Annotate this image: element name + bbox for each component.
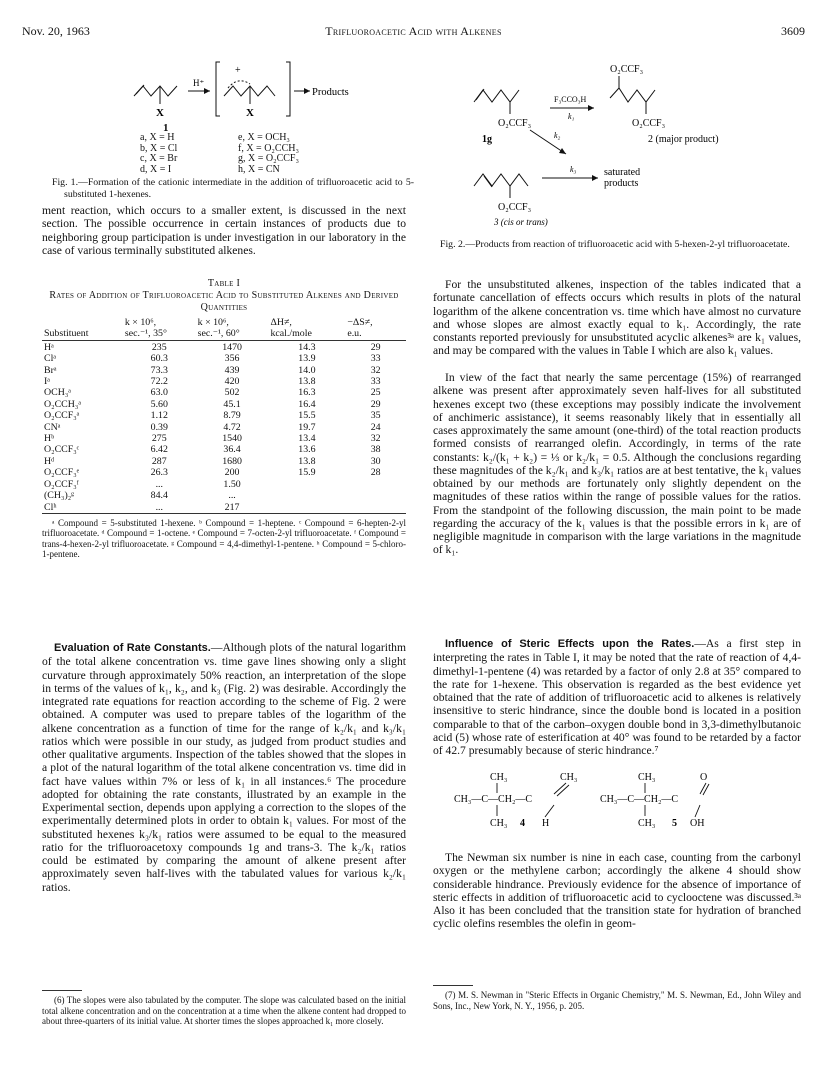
reagent-label: F₃CCO₃H <box>554 95 587 104</box>
struct4-bottom-ch3: CH₃ <box>490 818 508 829</box>
value-cell: ... <box>155 501 163 513</box>
substituent-d: d, X = I <box>140 163 172 175</box>
label-1g: 1g <box>482 134 492 145</box>
compound-1g-chain <box>474 89 519 114</box>
table-header-cell <box>42 317 123 328</box>
struct5-o: O <box>700 772 708 783</box>
value-cell: 200 <box>224 467 240 479</box>
evaluation-text: —Although plots of the natural logarithm of the total alkene concentration vs. time gave lines showing only a slight curvature through approximately 50% reaction, an interpretation of the slope in terms of the values of k₁, k₂, and k₃ (Fig. 2) was desirable. Accordingly the integrated rate equations for reaction according to the scheme of Fig. 2 were obtained. A computer was used to prepare tables of the logarithm of the alkene concentration as a function of time for the range of k₂/k₁ and k₃/k₁ ratios which were possible in our study, as judged from product studies and other qualitative arguments. Inspection of the tables showed that the slopes in a plot of the natural logarithm of the total alkene concentration vs. time did in fact have values within 7% or less of k₁ in all instances.⁶ The procedure adopted for obtaining the rate constants, illustrated by an example in the Experimental section, depends upon applying a correction to the slopes of the experimentally determined plots in order to obtain k₁ values. For most of the substituted hexenes k₃/k₁ ratios were assumed to be equal to the measured ratio for the trifluoroacetoxy compounds 1g and trans-3. The k₂/k₁ ratios could be estimated by comparing the amount of alkene present after approximately seven half-lives with the tabulated values for various k₂/k₁ ratios. <box>42 641 406 894</box>
substituent-list-left <box>140 133 177 175</box>
value-cell <box>268 502 345 514</box>
substituent-cell: O₂CCF₃ᵉ <box>44 467 80 479</box>
table-row <box>42 410 406 421</box>
compound-3-chain <box>474 174 528 198</box>
footnote-rule <box>42 990 82 991</box>
value-cell: 1470 <box>222 341 242 353</box>
table-row <box>42 502 406 514</box>
value-cell: ... <box>155 478 163 490</box>
h-plus-label: H⁺ <box>193 78 205 88</box>
products-label: Products <box>312 87 349 98</box>
footnote-rule-right <box>433 985 473 986</box>
value-cell: 16.4 <box>298 398 316 410</box>
value-cell: 33 <box>370 353 381 365</box>
substituent-cell: Brᵃ <box>44 364 57 376</box>
table-row <box>42 365 406 376</box>
table-row <box>42 444 406 455</box>
value-cell: 13.9 <box>298 353 316 365</box>
substituent-cell: O₂CCF₃ᵃ <box>44 410 80 422</box>
value-cell: ... <box>228 490 236 502</box>
o2ccf3-1g: O₂CCF₃ <box>498 118 532 129</box>
table-header-cell: e.u. <box>345 328 406 340</box>
struct5-number: 5 <box>672 818 677 829</box>
value-cell: 1.50 <box>223 478 241 490</box>
footnote-7: (7) M. S. Newman in "Steric Effects in Organic Chemistry," M. S. Newman, Ed., John Wiley and Sons, Inc., New York, N. Y., 1956, p. 205. <box>433 990 801 1011</box>
struct4-top-ch2: CH₃ <box>560 772 578 783</box>
x-label-cation: X <box>246 107 254 119</box>
value-cell: 26.3 <box>150 467 168 479</box>
substituent-c: c, X = Br <box>140 153 178 164</box>
value-cell: 14.3 <box>298 341 316 353</box>
steric-heading: Influence of Steric Effects upon the Rates. <box>445 638 695 650</box>
figure-2-caption: Fig. 2.—Products from reaction of trifluoroacetic acid with 5-hexen-2-yl trifluoroacetate. <box>440 239 790 250</box>
value-cell: 13.8 <box>298 376 316 388</box>
value-cell: 8.79 <box>223 410 241 422</box>
substituent-g: g, X = O₂CCF₃ <box>238 153 299 164</box>
value-cell: 29 <box>370 341 381 353</box>
table-row <box>42 353 406 364</box>
struct4-number: 4 <box>520 818 525 829</box>
evaluation-heading: Evaluation of Rate Constants. <box>54 642 211 654</box>
substituent-cell: Hᵇ <box>44 433 55 445</box>
value-cell: 25 <box>370 387 381 399</box>
value-cell: 217 <box>224 501 240 513</box>
table-header-cell: k × 10⁶, <box>124 317 157 328</box>
value-cell: 1.12 <box>150 410 168 422</box>
table-row <box>42 433 406 444</box>
value-cell: 4.72 <box>223 421 241 433</box>
struct4-main: CH₃—C—CH₂—C <box>454 794 533 805</box>
value-cell: 1680 <box>222 455 242 467</box>
value-cell: 73.3 <box>150 364 168 376</box>
struct5-oh: OH <box>690 818 705 829</box>
value-cell: 1540 <box>222 433 242 445</box>
value-cell: 63.0 <box>150 387 168 399</box>
table-row <box>42 490 406 501</box>
substituent-cell: O₂CCF₃ᶜ <box>44 444 80 456</box>
table-body <box>42 340 406 513</box>
table-header <box>42 317 406 340</box>
value-cell: 45.1 <box>223 398 241 410</box>
plus-sign: + <box>235 65 241 76</box>
value-cell: 38 <box>370 444 381 456</box>
compound-2-chain <box>610 76 655 114</box>
value-cell: 28 <box>370 467 381 479</box>
table-title: Rates of Addition of Trifluoroacetic Acid to Substituted Alkenes and Derived Quantities <box>49 290 399 313</box>
k3-label: k₃ <box>570 165 577 174</box>
table-header-cell: −ΔS≠, <box>347 317 373 328</box>
value-cell <box>268 479 345 490</box>
figure-1-scheme <box>130 58 390 120</box>
substituent-e: e, X = OCH₃ <box>238 132 290 143</box>
value-cell: 287 <box>151 455 167 467</box>
table-1-block <box>42 278 406 560</box>
struct5-main: CH₃—C—CH₂—C <box>600 794 679 805</box>
right-paragraph-3: The Newman six number is nine in each case, counting from the carbonyl oxygen or the methylene carbon; accordingly the alkene 4 should show considerable hindrance. Previously evidence for the absence of importance of steric effects in addition of trifluoroacetic acid to cyclooctene was discussed.³ᵃ Also it has been concluded that the transition state for hydration of branched cyclic olefins resembles the olefin in geom- <box>433 851 801 931</box>
value-cell: 30 <box>370 455 381 467</box>
value-cell <box>268 490 345 501</box>
value-cell <box>345 502 406 514</box>
o2ccf3-bottom: O₂CCF₃ <box>632 118 666 129</box>
saturated-label: saturated <box>604 167 641 178</box>
struct5-bottom-ch3: CH₃ <box>638 818 656 829</box>
value-cell: 60.3 <box>150 353 168 365</box>
substituent-cell: Clʰ <box>44 501 57 513</box>
table-row <box>42 456 406 467</box>
page-number: 3609 <box>781 24 805 38</box>
table-header-cell: sec.⁻¹, 35° <box>123 328 196 340</box>
figure-2-scheme <box>470 58 800 228</box>
table-label: Table I <box>207 278 241 289</box>
table-header-cell: ΔH≠, <box>270 317 292 328</box>
substituent-b: b, X = Cl <box>140 142 178 154</box>
right-paragraph-2: In view of the fact that nearly the same percentage (15%) of rearranged alkene was present after approximately seven half-lives for all substituted hexenes except two (these exceptions may possibly indicate the involvement of anchimeric assistance), it seems reasonably likely that in essentially all cases approximately the same amount (one-third) of the total reaction products formed consists of rearranged olefin. Accordingly, in terms of the rate constants: k₂/(k₁ + k₂) = ⅓ or k₂/k₁ = 0.5. Although the conclusions regarding these magnitudes of the k₂/k₁ and k₃/k₁ ratios are at best tentative, the k₁ values obtained by our methods are fortunately only slightly dependent on the magnitudes of these ratios within the range of possible values for the ratios. From the standpoint of the following discussion, the main point to be made regarding the accuracy of the k₁ values is that the possible errors in k₁ are of negligible magnitude in comparison with the large variations in the magnitude of k₁. <box>433 371 801 557</box>
k1-label: k₁ <box>568 112 575 121</box>
table-footnotes: ᵃ Compound = 5-substituted 1-hexene. ᵇ Compound = 1-heptene. ᶜ Compound = 6-hepten-2-yl trifluoroacetate. ᵈ Compound = 1-octene. ᵉ Compound = 7-octen-2-yl trifluoroacetate. ᶠ Compound = trans-4-hexen-2-yl trifluoroacetate. ᵍ Compound = 4,4-dimethyl-1-pentene. ʰ Compound = 5-chloro-1-pentene. <box>42 517 406 560</box>
substituent-cell: Hᵃ <box>44 341 54 353</box>
value-cell: 13.6 <box>298 444 316 456</box>
product-2-label: 2 (major product) <box>648 134 719 145</box>
substituent-list-right <box>238 133 299 175</box>
x-label-left: X <box>156 107 164 119</box>
struct4-top-ch3: CH₃ <box>490 772 508 783</box>
value-cell: 439 <box>224 364 240 376</box>
value-cell <box>345 479 406 490</box>
value-cell: 5.60 <box>150 398 168 410</box>
struct4-h: H <box>542 818 550 829</box>
products-label-2: products <box>604 178 639 189</box>
table-header-cell: Substituent <box>42 328 123 340</box>
k2-label: k₂ <box>554 131 561 140</box>
table-row <box>42 467 406 478</box>
struct5-top-ch3: CH₃ <box>638 772 656 783</box>
right-paragraph-1: For the unsubstituted alkenes, inspection of the tables indicated that a fortunate cancellation of effects occurs which results in plots of the natural logarithm of the alkene concentration vs. time which have almost no curvature and whose slopes are almost exactly equal to k₁. Accordingly, the rate constants reported previously for unsubstituted acyclic alkenes³ᵃ are k₁ values, and may be compared with the values in Table I which are also k₁ values. <box>433 278 801 358</box>
product-3-label: 3 (cis or trans) <box>494 217 548 227</box>
table-row <box>42 387 406 398</box>
table-header-cell: kcal./mole <box>268 328 345 340</box>
value-cell: 420 <box>224 376 240 388</box>
substituent-cell: O₂CCF₃ᶠ <box>44 478 79 490</box>
substituent-a: a, X = H <box>140 132 175 143</box>
table-row <box>42 399 406 410</box>
value-cell: 24 <box>370 421 381 433</box>
substituent-cell: CNᵃ <box>44 421 61 433</box>
value-cell: 84.4 <box>150 490 168 502</box>
running-header <box>22 24 805 40</box>
value-cell: 13.8 <box>298 455 316 467</box>
o2ccf3-3: O₂CCF₃ <box>498 202 532 213</box>
steric-text: —As a first step in interpreting the rates in Table I, it may be noted that the rate of reaction of 4,4-dimethyl-1-pentene (4) was retarded by a factor of only 2.8 at 35° compared to the rate for 1-hexene. This observation is regarded as the best evidence yet obtained that the rate of addition of trifluoroacetic acid to alkenes is relatively insensitive to steric hindrance, since the double bond is located in a position comparable to that of the carbon–oxygen double bond in 3,3-dimethylbutanoic acid (5) whose rate of esterification at 40° was found to be retarded by a factor of 42.7 presumably because of steric hindrance.⁷ <box>433 637 801 757</box>
value-cell: 14.0 <box>298 364 316 376</box>
value-cell: 356 <box>224 353 240 365</box>
rates-table <box>42 317 406 516</box>
value-cell: 72.2 <box>150 376 168 388</box>
table-header-cell: sec.⁻¹, 60° <box>196 328 269 340</box>
value-cell: 32 <box>370 433 381 445</box>
table-row <box>42 479 406 490</box>
table-row <box>42 376 406 387</box>
substituent-cell: Clᵃ <box>44 353 57 365</box>
hexene-chain <box>134 85 177 104</box>
steric-paragraph <box>433 637 801 757</box>
substituent-cell: OCH₃ᵃ <box>44 387 71 399</box>
running-title: Trifluoroacetic Acid with Alkenes <box>325 24 502 38</box>
o2ccf3-top: O₂CCF₃ <box>610 64 644 75</box>
value-cell: 6.42 <box>150 444 168 456</box>
value-cell: 15.9 <box>298 467 316 479</box>
substituent-cell: Iᵃ <box>44 376 50 388</box>
table-row <box>42 340 406 353</box>
value-cell: 32 <box>370 364 381 376</box>
value-cell: 15.5 <box>298 410 316 422</box>
issue-date: Nov. 20, 1963 <box>22 24 90 38</box>
value-cell: 29 <box>370 398 381 410</box>
table-row <box>42 422 406 433</box>
value-cell <box>345 490 406 501</box>
evaluation-paragraph <box>42 641 406 894</box>
value-cell: 36.4 <box>223 444 241 456</box>
footnote-6: (6) The slopes were also tabulated by the computer. The slope was calculated based on the initial total alkene concentration and on the concentration at a time when the alkene content had dropped to about three-quarters of its initial value. At shorter times the slopes approached k₁ more closely. <box>42 995 406 1026</box>
value-cell: 19.7 <box>298 421 316 433</box>
value-cell: 235 <box>151 341 167 353</box>
value-cell: 0.39 <box>150 421 168 433</box>
substituent-cell: (CH₃)₂ᵍ <box>44 490 75 502</box>
table-header-cell: k × 10⁶, <box>197 317 229 328</box>
left-intro-paragraph: ment reaction, which occurs to a smaller extent, is discussed in the next section. The possible occurrence in certain instances of products due to neighboring group participation is under investigation in our laboratory in the case of various terminally substituted alkenes. <box>42 204 406 257</box>
substituent-h: h, X = CN <box>238 163 280 175</box>
value-cell: 13.4 <box>298 433 316 445</box>
substituent-cell: O₂CCH₃ᵃ <box>44 398 82 410</box>
value-cell: 502 <box>224 387 240 399</box>
value-cell: 16.3 <box>298 387 316 399</box>
value-cell: 35 <box>370 410 381 422</box>
structures-4-5 <box>450 770 780 842</box>
value-cell: 33 <box>370 376 381 388</box>
figure-1-caption: Fig. 1.—Formation of the cationic intermediate in the addition of trifluoroacetic acid to 5-substituted 1-hexenes. <box>52 177 414 200</box>
compound-1-label: 1 <box>163 122 169 134</box>
substituent-f: f, X = O₂CCH₃ <box>238 142 299 154</box>
substituent-cell: Hᵈ <box>44 455 55 467</box>
value-cell: 275 <box>151 433 167 445</box>
